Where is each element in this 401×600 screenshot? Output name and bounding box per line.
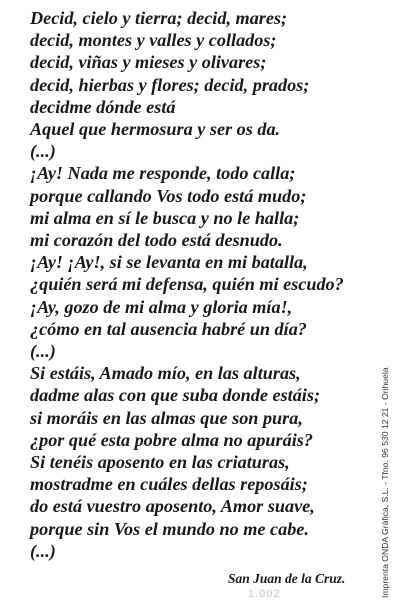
poem-ellipsis: (...) xyxy=(30,341,56,362)
poem-line: mi alma en sí le busca y no le halla; xyxy=(30,207,300,228)
poem-line: mostradme en cuáles dellas reposáis; xyxy=(30,474,308,495)
poem-line: porque callando Vos todo está mudo; xyxy=(30,185,307,206)
poem-line: ¡Ay! Nada me responde, todo calla; xyxy=(30,163,296,184)
poem xyxy=(30,7,375,562)
poem-ellipsis: (...) xyxy=(30,540,56,561)
poem-line: do está vuestro aposento, Amor suave, xyxy=(30,496,315,517)
poem-line: Si tenéis aposento en las criaturas, xyxy=(30,452,290,473)
author-signature: San Juan de la Cruz. xyxy=(228,571,346,586)
poem-line: Decid, cielo y tierra; decid, mares; xyxy=(30,8,288,28)
poem-line: decidme dónde está xyxy=(30,96,176,117)
poem-line: decid, hierbas y flores; decid, prados; xyxy=(30,74,310,95)
poem-line: mi corazón del todo está desnudo. xyxy=(30,230,283,251)
poem-line: ¡Ay! ¡Ay!, si se levanta en mi batalla, xyxy=(30,252,308,273)
poem-line: si moráis en las almas que son pura, xyxy=(30,407,303,428)
poem-line: ¿quién será mi defensa, quién mi escudo? xyxy=(30,274,344,295)
poem-line: decid, montes y valles y collados; xyxy=(30,30,277,51)
poem-ellipsis: (...) xyxy=(30,141,56,162)
printer-imprint: Imprenta ONDA Gráfica, S.L. - Tfno. 96 530 12 21 - Orihuela xyxy=(380,367,390,598)
poem-line: ¡Ay, gozo de mi alma y gloria mía!, xyxy=(30,296,293,317)
poem-line: ¿por qué esta pobre alma no apuráis? xyxy=(30,429,313,450)
poem-line: Aquel que hermosura y ser os da. xyxy=(30,119,281,140)
faint-stamp: 1.002 xyxy=(248,588,281,600)
poem-line: ¿cómo en tal ausencia habré un día? xyxy=(30,318,307,339)
poem-line: decid, viñas y mieses y olivares; xyxy=(30,52,267,73)
poem-line: dadme alas con que suba donde estáis; xyxy=(30,385,320,406)
poem-line: Si estáis, Amado mío, en las alturas, xyxy=(30,363,301,384)
poem-line: porque sin Vos el mundo no me cabe. xyxy=(30,518,309,539)
